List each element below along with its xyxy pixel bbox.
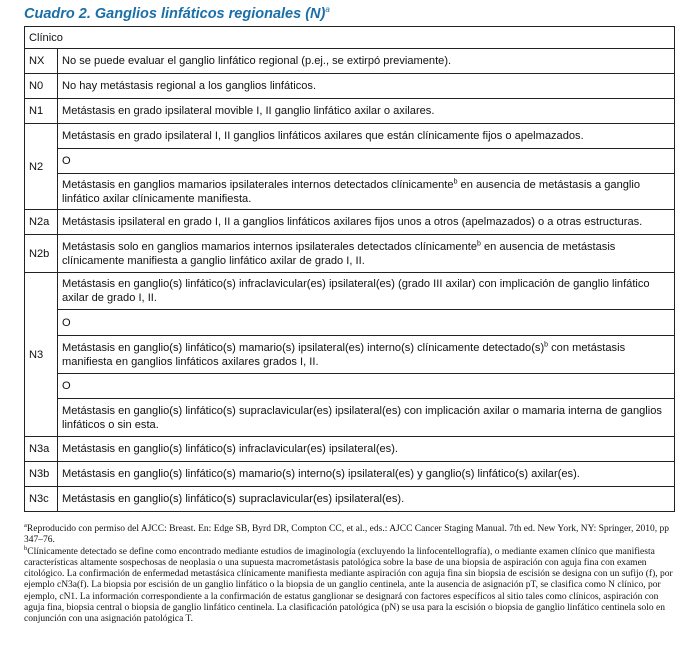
row-description: No hay metástasis regional a los ganglios linfáticos. — [58, 74, 675, 99]
staging-table — [24, 26, 675, 512]
row-code: N3 — [25, 273, 58, 437]
table-row — [25, 437, 675, 462]
table-row — [25, 235, 675, 273]
row-description: Metástasis en ganglio(s) linfático(s) supraclavicular(es) ipsilateral(es). — [58, 487, 675, 512]
row-code: N2b — [25, 235, 58, 273]
row-or: O — [58, 310, 675, 336]
row-code: N2 — [25, 124, 58, 210]
table-row — [25, 174, 675, 210]
row-description: Metástasis en ganglio(s) linfático(s) infraclavicular(es) ipsilateral(es). — [58, 437, 675, 462]
table-row — [25, 487, 675, 512]
header-clinico: Clínico — [25, 27, 675, 49]
table-title: Cuadro 2. Ganglios linfáticos regionales $(N)^a$ — [24, 5, 330, 22]
table-row — [25, 210, 675, 235]
table-row — [25, 74, 675, 99]
row-description: Metástasis en grado ipsilateral I, II ganglios linfáticos axilares que están clínicamente fijos o apelmazados. — [58, 124, 675, 149]
row-or: O — [58, 149, 675, 174]
table-row — [25, 273, 675, 310]
table-row — [25, 49, 675, 74]
row-code: N3b — [25, 462, 58, 487]
footnotes — [24, 521, 679, 626]
row-description: Metástasis en ganglio(s) linfático(s) mamario(s) interno(s) ipsilateral(es) y ganglio(s) linfático(s) axilar(es). — [58, 462, 675, 487]
row-description: Metástasis en ganglio(s) linfático(s) supraclavicular(es) ipsilateral(es) con implicación axilar o mamaria interna de ganglios linfáticos o sin esta. — [58, 399, 675, 437]
row-description: Metástasis en ganglio(s) linfático(s) infraclavicular(es) ipsilateral(es) (grado III axilar) con implicación de ganglio linfático axilar de grado I, II. — [58, 273, 675, 310]
row-code: N1 — [25, 99, 58, 124]
table-row — [25, 399, 675, 437]
row-code: N0 — [25, 74, 58, 99]
row-description: Metástasis ipsilateral en grado I, II a ganglios linfáticos axilares fijos unos a otros (apelmazados) o a otras estructuras. — [58, 210, 675, 235]
table-row — [25, 310, 675, 336]
table-header-row — [25, 27, 675, 49]
row-code: N3c — [25, 487, 58, 512]
footnote-b: $^b$Clínicamente detectado se define como encontrado mediante estudios de imaginología (excluyendo la linfocentellografía), o mediante examen clínico que manifiesta características altamente sospechosas de neoplasia o una supuesta macrometástasis patológica sobre la base de una biopsia de aspiración con aguja fina con examen citológico. La confirmación de enfermedad metastásica clínicamente manifiesta mediante aspiración con aguja fina sin biopsia de escisión se designa con un sufijo (f), por ejemplo cN3a(f). La biopsia por escisión de un ganglio linfático o la biopsia de un ganglio centinela, ante la ausencia de asignación pT, se clasifica como N clínico, por ejemplo, cN1. La información correspondiente a la confirmación de estatus ganglionar se designará con factores específicos al sitio tales como clínicos, aspiración con aguja fina, biopsia central o biopsia de ganglio linfático centinela. La clasificación patológica (pN) se usa para la escisión o biopsia de ganglio linfático centinela solo en conjunción con una asignación patológica T. — [24, 544, 673, 625]
row-description: Metástasis en ganglio(s) linfático(s) mamario(s) ipsilateral(es) interno(s) clínicamente $detectado(s)^b$ con metástasis manifiesta en ganglios linfáticos axilares grados I, II. — [58, 336, 675, 374]
row-code: NX — [25, 49, 58, 74]
table-row — [25, 374, 675, 399]
table-row — [25, 336, 675, 374]
row-description: Metástasis solo en ganglios mamarios internos ipsilaterales detectados clínicamente$^b$ en ausencia de metástasis clínicamente manifiesta a ganglio linfático axilar de grado I, II. — [58, 235, 675, 273]
table-row — [25, 149, 675, 174]
table-row — [25, 462, 675, 487]
table-row — [25, 99, 675, 124]
row-description: Metástasis en grado ipsilateral movible I, II ganglio linfático axilar o axilares. — [58, 99, 675, 124]
row-description: No se puede evaluar el ganglio linfático regional (p.ej., se extirpó previamente). — [58, 49, 675, 74]
footnote-a: $^a$Reproducido con permiso del AJCC: Breast. En: Edge SB, Byrd DR, Compton CC, et al., eds.: AJCC Cancer Staging Manual. 7th ed. New York, NY: Springer, 2010, pp 347–76. — [24, 521, 669, 546]
row-or: O — [58, 374, 675, 399]
row-description: Metástasis en ganglios mamarios ipsilaterales internos detectados clínicamente$^b$ en ausencia de metástasis a ganglio linfático axilar clínicamente manifiesta. — [58, 174, 675, 210]
row-code: N3a — [25, 437, 58, 462]
table-row — [25, 124, 675, 149]
row-code: N2a — [25, 210, 58, 235]
